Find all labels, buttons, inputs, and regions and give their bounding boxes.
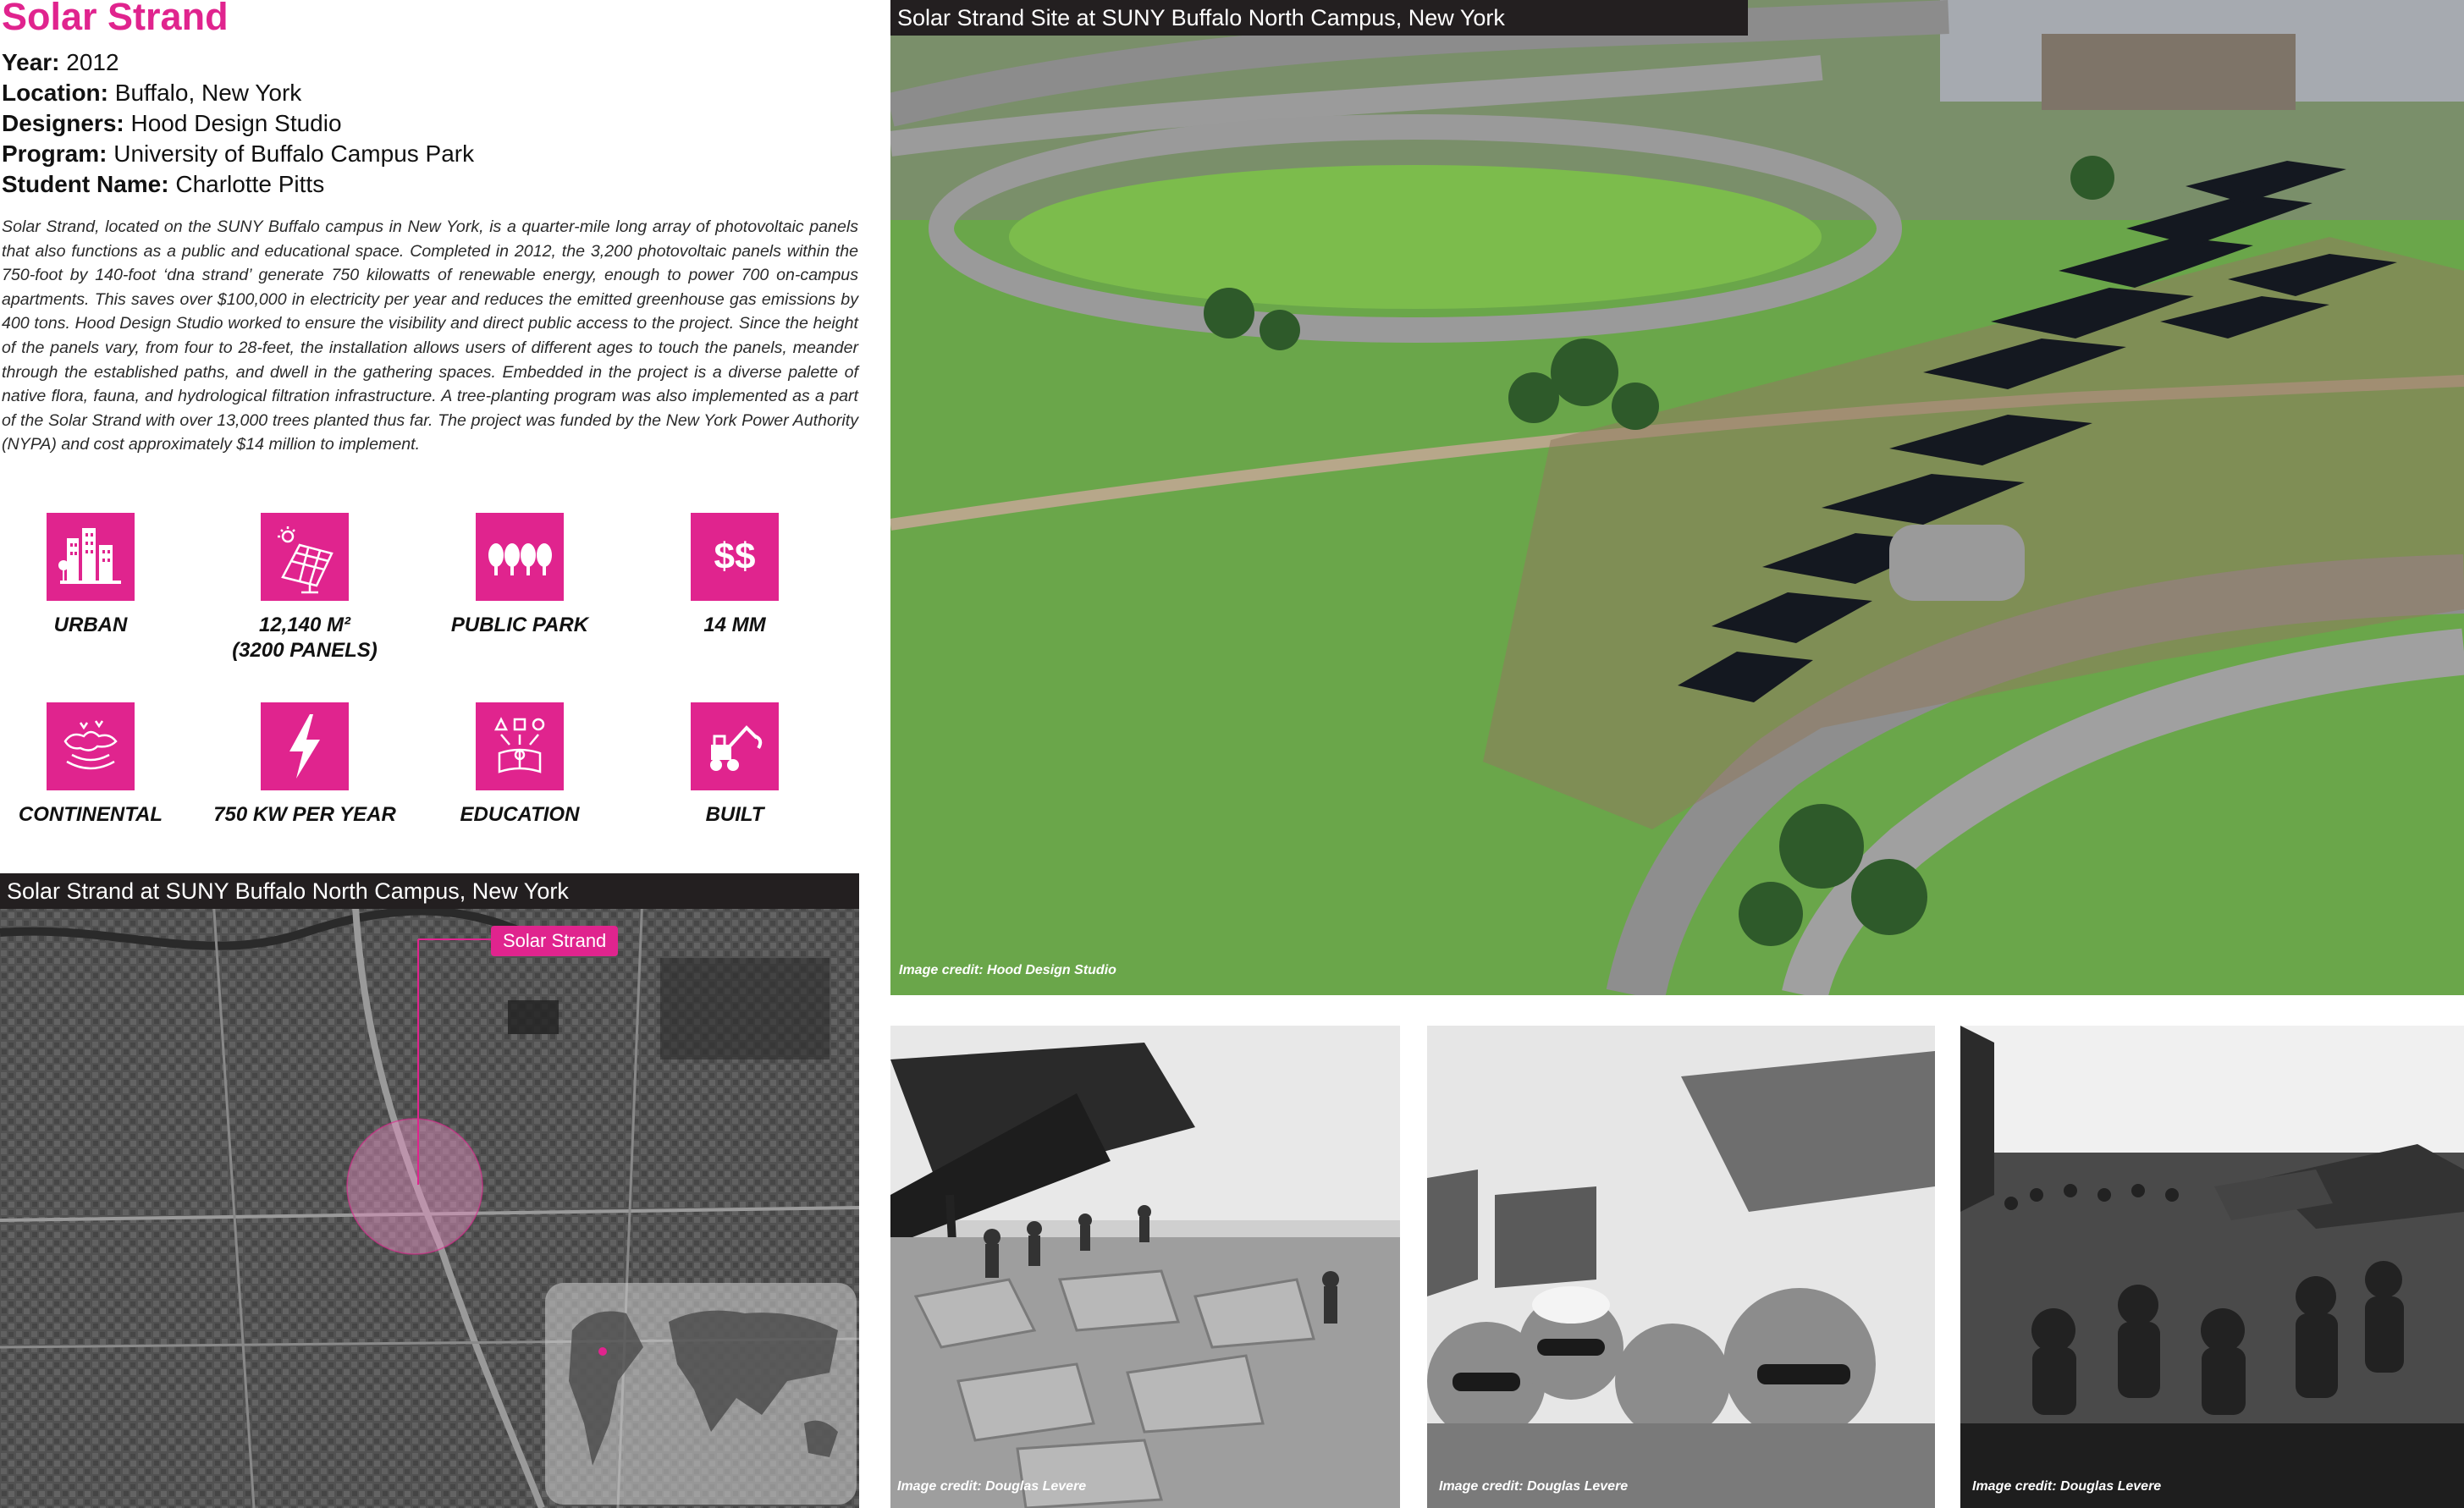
map-marker-label: Solar Strand (491, 926, 618, 956)
aerial-caption: Solar Strand Site at SUNY Buffalo North Campus, New York (890, 0, 1748, 36)
continent-icon (47, 702, 135, 790)
photo-gathering-on-lawn (1960, 1026, 2464, 1508)
fact-year: Year: 2012 (2, 49, 119, 75)
city-buildings-icon (47, 513, 135, 601)
icon-label-public-park: PUBLIC PARK (450, 614, 589, 636)
trees-icon (476, 513, 564, 601)
photo-children-under-panels (890, 1026, 1400, 1508)
icon-label-continental: CONTINENTAL (18, 803, 163, 826)
photo-2-credit: Image credit: Douglas Levere (1439, 1479, 1629, 1494)
fact-location: Location: Buffalo, New York (2, 80, 302, 106)
icon-label-urban: URBAN (53, 614, 128, 636)
aerial-photo-panel (890, 0, 2464, 995)
photo-1-credit: Image credit: Douglas Levere (897, 1479, 1087, 1494)
photo-3-credit: Image credit: Douglas Levere (1972, 1479, 2162, 1494)
page-title: Solar Strand (2, 0, 229, 38)
fact-designers: Designers: Hood Design Studio (2, 110, 342, 136)
icon-label-area: 12,140 M² (3200 PANELS) (232, 614, 378, 662)
excavator-icon (691, 702, 779, 790)
fact-student-name: Student Name: Charlotte Pitts (2, 171, 325, 197)
lightning-bolt-icon (261, 702, 349, 790)
fact-program: Program: University of Buffalo Campus Park (2, 140, 475, 167)
aerial-image-credit: Image credit: Hood Design Studio (899, 963, 1116, 977)
map-caption: Solar Strand at SUNY Buffalo North Campus, New York (0, 873, 859, 909)
project-facts (2, 47, 474, 200)
icon-label-education: EDUCATION (460, 803, 580, 826)
icon-label-energy: 750 KW PER YEAR (213, 803, 396, 826)
icon-label-built: BUILT (705, 803, 764, 826)
photo-kids-with-sunglasses (1427, 1026, 1935, 1508)
money-icon (691, 513, 779, 601)
project-description: Solar Strand, located on the SUNY Buffalo campus in New York, is a quarter-mile long array of photovoltaic panels that also functions as a public and educational space. Completed in 2012, the 3,200 photovoltaic panels within the 750-foot by 140-foot ‘dna strand’ generate 750 kilowatts of renewable energy, enough to power 700 on-campus apartments. This saves over $100,000 in electricity per year and reduces the emitted greenhouse gas emissions by 400 tons. Hood Design Studio worked to ensure the visibility and direct public access to the project. Since the height of the panels vary, from four to 28-feet, the installation allows users of different ages to touch the panels, meander through the established paths, and dwell in the gathering spaces. Embedded in the project is a diverse palette of native flora, fauna, and hydrological filtration infrastructure. A tree-planting program was also implemented as a part of the Solar Strand with over 13,000 trees planted thus far. The project was funded by the New York Power Authority (NYPA) and cost approximately $14 million to implement. (2, 217, 858, 454)
solar-panel-icon (261, 513, 349, 601)
education-icon (476, 702, 564, 790)
svg-text:$$: $$ (714, 536, 756, 577)
icon-label-cost: 14 MM (703, 614, 766, 636)
satellite-map-panel (0, 873, 859, 1508)
